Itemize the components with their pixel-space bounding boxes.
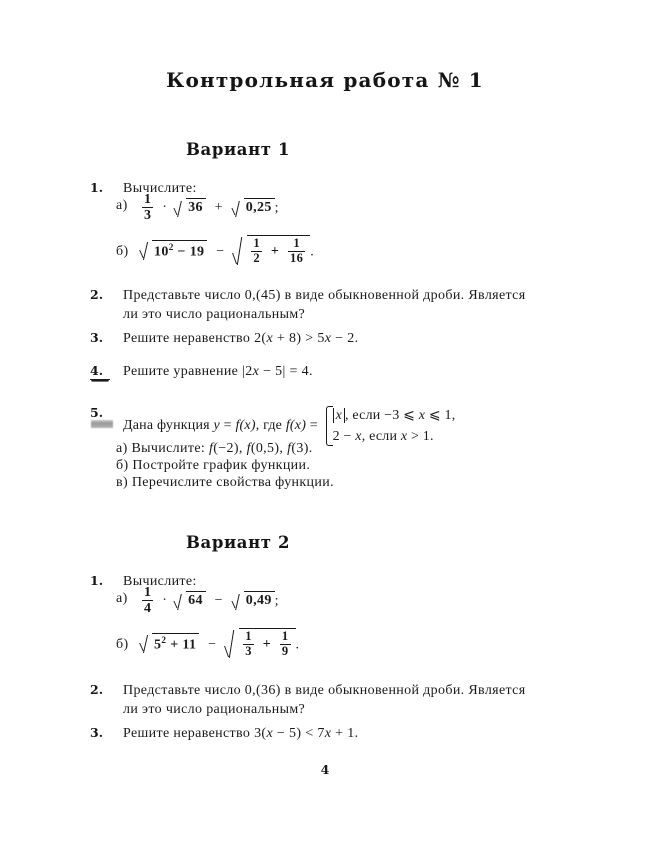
variable-x: x	[324, 331, 332, 346]
semicolon: ;	[274, 200, 279, 216]
item-label-a: а)	[116, 441, 128, 456]
sqrt-64	[175, 591, 206, 609]
problem-text-prefix: Решите уравнение	[123, 364, 243, 379]
fraction-denominator: 9	[281, 643, 289, 658]
semicolon: ;	[274, 593, 279, 609]
item-v1-5a	[116, 441, 313, 457]
radicand	[152, 633, 199, 654]
item-text: Перечислите свойства функции.	[131, 475, 334, 490]
item-label-a: а)	[116, 591, 128, 606]
piecewise-condition-1: , если −3 ⩽ x ⩽ 1,	[345, 408, 456, 423]
piecewise-definition	[324, 405, 456, 447]
variable-x: x	[252, 364, 260, 379]
rhs-tail: + 1.	[335, 726, 359, 741]
item-label-a: а)	[116, 198, 128, 213]
radicand: 36	[186, 198, 206, 216]
page-number: 4	[320, 762, 330, 777]
fraction-numerator: 1	[245, 629, 252, 643]
fraction-one-third	[243, 630, 254, 658]
variable-x: x	[335, 408, 342, 423]
fraction-one-sixteenth	[288, 237, 305, 265]
fraction-one-fourth	[142, 585, 153, 616]
plus-sign: +	[262, 637, 272, 653]
minus-sign: −	[216, 244, 225, 260]
item-label-v: в)	[116, 475, 128, 490]
problem-prompt: Вычислите:	[123, 181, 197, 196]
term: − 5)	[276, 726, 302, 741]
page-title: Контрольная работа № 1	[166, 68, 484, 92]
fraction-numerator: 1	[144, 192, 152, 207]
radicand-tail: + 11	[170, 637, 197, 653]
problem-text-prefix: Решите неравенство	[123, 331, 255, 346]
variable-x: x	[324, 726, 332, 741]
radicand-tail: − 19	[177, 244, 205, 260]
plus-sign: +	[214, 200, 223, 216]
radicand: 0,25	[244, 198, 275, 216]
sqrt-fraction-sum	[234, 235, 310, 265]
expression-v2-1a	[140, 585, 279, 616]
piecewise-row-2	[333, 426, 456, 447]
problem-number: 3.	[90, 725, 104, 740]
sqrt-36	[175, 198, 206, 216]
variant-1-heading: Вариант 1	[186, 140, 291, 159]
sqrt-5sq-plus-11	[141, 633, 199, 654]
sqrt-049	[233, 591, 275, 609]
fraction-denominator: 3	[245, 643, 252, 658]
exponent: 2	[161, 634, 167, 645]
expression-v1-3	[254, 331, 358, 346]
problem-text	[123, 725, 610, 744]
radicand	[247, 235, 310, 265]
problem-text-line-2: ли это число рациональным?	[123, 701, 306, 717]
item-v1-5b	[116, 458, 310, 474]
fraction-denominator: 2	[253, 250, 260, 265]
fraction-denominator: 4	[144, 601, 152, 617]
problem-text	[123, 287, 610, 325]
fraction-numerator: 1	[293, 236, 300, 250]
problem-number: 1.	[90, 573, 104, 588]
fraction-one-ninth	[280, 630, 291, 658]
lhs: 3(	[254, 726, 267, 741]
relation-operator: <	[305, 726, 314, 741]
item-label-b: б)	[116, 637, 129, 652]
fraction-denominator: 3	[144, 208, 152, 224]
expression-v2-3	[254, 726, 358, 741]
problem-prompt: Вычислите:	[123, 574, 197, 589]
base: 5	[154, 637, 162, 653]
sqrt-025	[233, 198, 275, 216]
base: 10	[154, 244, 169, 260]
radicand: 0,49	[244, 591, 275, 609]
fraction-numerator: 1	[253, 236, 260, 250]
expression-v1-1b	[140, 235, 314, 265]
problem-text-prefix: Решите неравенство	[123, 726, 255, 741]
minus-sign: −	[214, 593, 223, 609]
fraction-one-half	[251, 237, 262, 265]
relation-operator: >	[305, 331, 314, 346]
item-label-b: б)	[116, 244, 129, 259]
exponent: 2	[168, 241, 174, 252]
variable-x: x	[266, 331, 274, 346]
problem-number: 2.	[90, 682, 104, 697]
problem-text	[123, 682, 610, 720]
problem-number: 1.	[90, 180, 104, 195]
piecewise-row-1	[333, 405, 456, 426]
problem-text-line-2: ли это число рациональным?	[123, 306, 306, 322]
radicand: 64	[186, 591, 206, 609]
func-arg: (x), где	[239, 418, 286, 434]
period: .	[295, 637, 300, 653]
fraction-denominator: 16	[290, 250, 304, 265]
plus-sign: +	[270, 244, 280, 260]
coefficient: 5	[317, 331, 325, 346]
minus-sign: −	[208, 637, 217, 653]
term: + 8)	[276, 331, 302, 346]
equation-rhs: = 4.	[289, 364, 313, 379]
sqrt-10sq-minus-19	[141, 240, 207, 261]
item-text: Постройте график функции.	[132, 458, 311, 473]
piecewise-expr-2: 2 − x, если x > 1.	[332, 429, 434, 444]
problem-number-marked: 4.	[90, 363, 110, 380]
expression-v2-1b	[140, 628, 299, 658]
function-f: f	[285, 418, 290, 434]
fraction-numerator: 1	[144, 585, 152, 600]
variable-x: x	[266, 726, 274, 741]
problem-text	[123, 330, 610, 349]
problem-text-prefix: Дана функция	[123, 418, 214, 434]
abs-open: |2	[242, 364, 253, 379]
period: .	[310, 244, 315, 260]
radicand	[239, 628, 295, 658]
problem-number: 2.	[90, 287, 104, 302]
problem-text	[123, 363, 610, 382]
expression-v1-4	[242, 364, 313, 379]
fraction-numerator: 1	[281, 629, 289, 643]
variable-y: y	[213, 418, 220, 434]
sqrt-fraction-sum	[226, 628, 295, 658]
redaction-mark	[91, 420, 113, 428]
abs-close: − 5|	[263, 364, 286, 379]
problem-text-line-1: Представьте число 0,(36) в виде обыкновенной дроби. Является	[123, 683, 526, 698]
multiplication-dot: ·	[162, 200, 168, 216]
problem-text-line-1: Представьте число 0,(45) в виде обыкновенной дроби. Является	[123, 288, 526, 303]
item-label-b: б)	[116, 458, 129, 473]
multiplication-dot: ·	[162, 593, 168, 609]
problem-number: 5.	[90, 405, 104, 420]
coefficient: 7	[317, 726, 325, 741]
item-text: Вычислите: f(−2), f(0,5), f(3).	[131, 441, 313, 456]
radicand	[152, 240, 207, 261]
lhs: 2(	[254, 331, 267, 346]
variant-2-heading: Вариант 2	[186, 533, 291, 552]
rhs-tail: − 2.	[335, 331, 359, 346]
item-v1-5c	[116, 475, 334, 491]
func-arg-2: (x) =	[289, 418, 322, 434]
function-f: f	[235, 418, 240, 434]
equals-sign: =	[223, 418, 232, 434]
expression-v1-1a	[140, 192, 279, 223]
fraction-one-third	[142, 192, 153, 223]
problem-number: 3.	[90, 330, 104, 345]
